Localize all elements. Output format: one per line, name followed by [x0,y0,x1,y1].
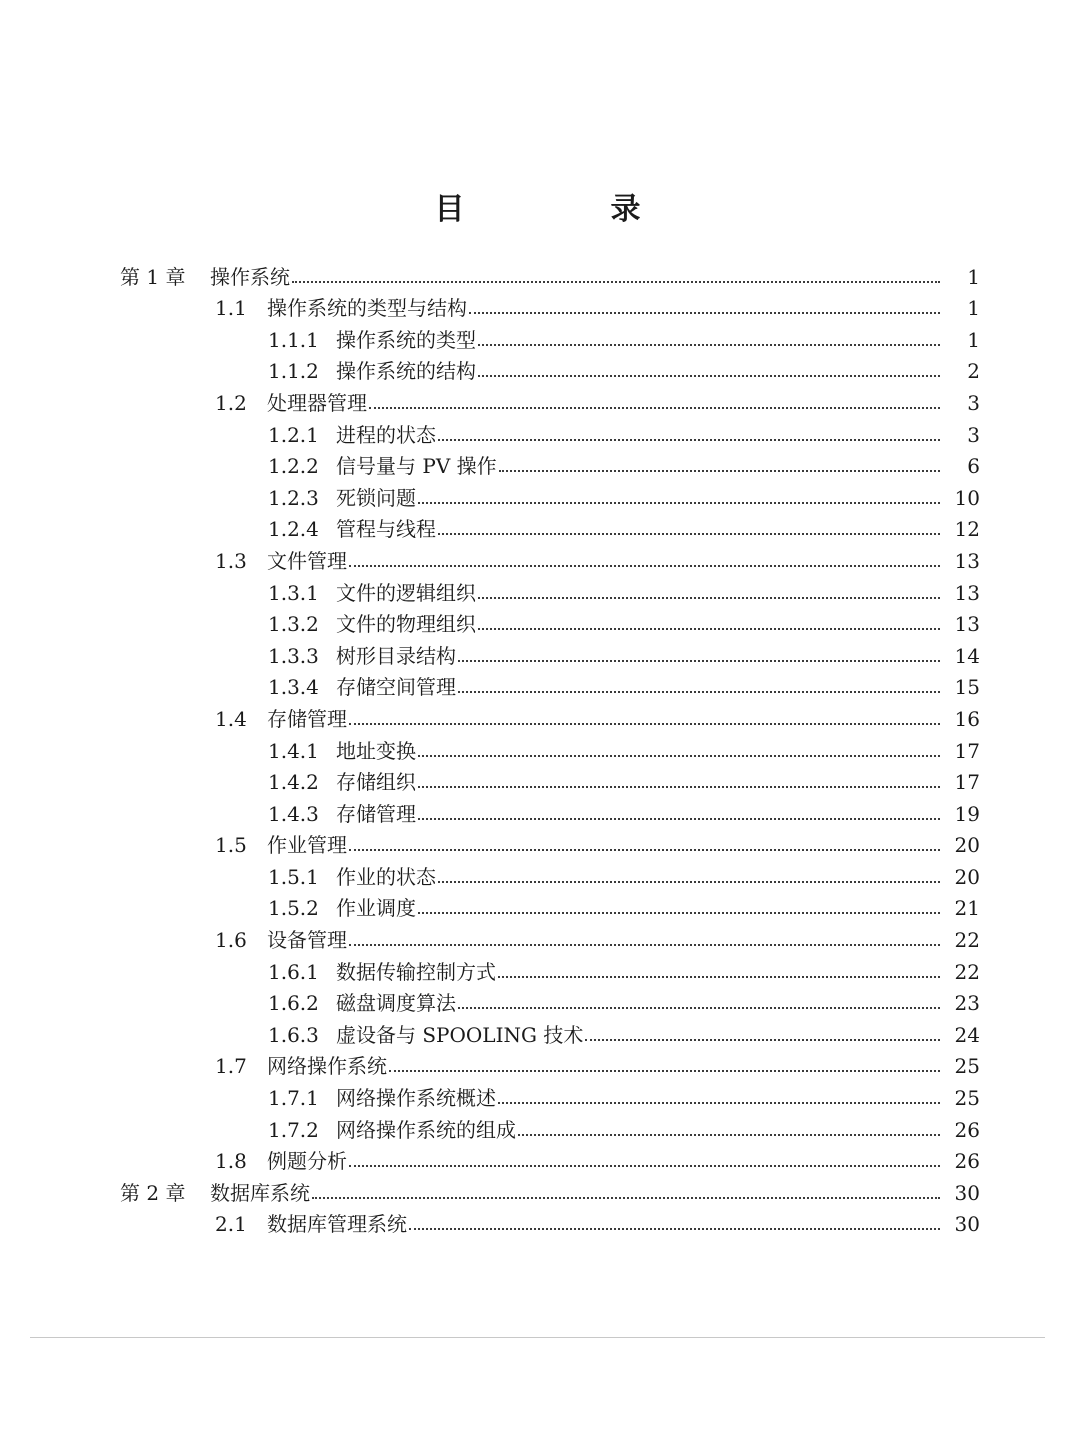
toc-entry-title: 文件管理 [267,548,347,573]
toc-subsection[interactable] [0,734,1075,766]
dot-leader [478,344,940,346]
dot-leader [498,1102,940,1104]
toc-subsection[interactable] [0,987,1075,1019]
toc-entry-page: 13 [954,612,980,637]
toc-entry-number: 1.1.2 [268,359,319,384]
toc-entry-title: 操作系统的类型与结构 [267,296,467,321]
toc-entry-page: 20 [954,833,980,858]
toc-entry-number: 1.4 [215,706,247,731]
toc-subsection[interactable] [0,860,1075,892]
toc-section[interactable] [0,923,1075,955]
dot-leader [292,281,940,283]
toc-entry-page: 23 [954,991,980,1016]
dot-leader [478,628,940,630]
toc-entry-page: 3 [967,390,980,415]
toc-entry-title: 树形目录结构 [336,643,456,668]
toc-entry-number: 1.3.3 [268,643,319,668]
toc-entry-page: 13 [954,580,980,605]
toc-entry-page: 22 [954,928,980,953]
toc-entry-page: 17 [954,770,980,795]
dot-leader [418,502,940,504]
toc-subsection[interactable] [0,1018,1075,1050]
toc-entry-title: 操作系统的类型 [336,327,476,352]
toc-entry-page: 15 [954,675,980,700]
dot-leader [369,407,940,409]
dot-leader [349,565,940,567]
toc-entry-number: 1.5 [215,833,247,858]
toc-entry-page: 16 [954,706,980,731]
dot-leader [458,1007,940,1009]
dot-leader [349,1165,940,1167]
toc-chapter[interactable] [0,260,1075,292]
toc-entry-page: 10 [954,485,980,510]
toc-subsection[interactable] [0,323,1075,355]
toc-section[interactable] [0,1145,1075,1177]
toc-entry-number: 1.6.2 [268,991,319,1016]
toc-entry-page: 1 [967,327,980,352]
toc-subsection[interactable] [0,450,1075,482]
toc-entry-page: 13 [954,548,980,573]
dot-leader [469,312,940,314]
toc-entry-title: 死锁问题 [336,485,416,510]
toc-entry-title: 操作系统的结构 [336,359,476,384]
dot-leader [349,723,940,725]
dot-leader [518,1134,940,1136]
toc-entry-title: 存储空间管理 [336,675,456,700]
toc-subsection[interactable] [0,481,1075,513]
toc-entry-number: 第 1 章 [120,264,186,289]
toc-entry-title: 磁盘调度算法 [336,991,456,1016]
toc-section[interactable] [0,1050,1075,1082]
toc-subsection[interactable] [0,955,1075,987]
toc-subsection[interactable] [0,1081,1075,1113]
toc-subsection[interactable] [0,418,1075,450]
toc-entry-number: 1.1.1 [268,327,319,352]
dot-leader [409,1228,940,1230]
toc-entry-page: 25 [954,1054,980,1079]
toc-subsection[interactable] [0,576,1075,608]
toc-subsection[interactable] [0,766,1075,798]
toc-entry-number: 1.8 [215,1149,247,1174]
page-edge-line [30,1337,1045,1338]
toc-entry-number: 第 2 章 [120,1180,186,1205]
toc-entry-number: 1.3.1 [268,580,319,605]
toc-entry-number: 1.3.2 [268,612,319,637]
dot-leader [478,375,940,377]
toc-entry-title: 存储组织 [336,770,416,795]
toc-entry-page: 21 [954,896,980,921]
dot-leader [458,660,940,662]
dot-leader [438,439,940,441]
toc-subsection[interactable] [0,797,1075,829]
dot-leader [418,912,940,914]
toc-entry-title: 网络操作系统 [267,1054,387,1079]
dot-leader [585,1039,940,1041]
toc-section[interactable] [0,292,1075,324]
toc-entry-title: 虚设备与 SPOOLING 技术 [336,1022,584,1047]
dot-leader [389,1070,940,1072]
toc-entry-number: 1.7.2 [268,1117,319,1142]
dot-leader [438,881,940,883]
toc-entry-number: 1.3 [215,548,247,573]
toc-entry-page: 14 [954,643,980,668]
toc-section[interactable] [0,829,1075,861]
toc-entry-number: 1.6 [215,928,247,953]
toc-entry-title: 数据传输控制方式 [336,959,496,984]
toc-entry-title: 地址变换 [336,738,416,763]
toc-subsection[interactable] [0,355,1075,387]
toc-subsection[interactable] [0,1113,1075,1145]
toc-entry-number: 1.7 [215,1054,247,1079]
dot-leader [349,849,940,851]
toc-entry-title: 存储管理 [267,706,347,731]
dot-leader [499,470,940,472]
toc-entry-page: 6 [967,454,980,479]
toc-entry-page: 26 [954,1117,980,1142]
toc-entry-title: 网络操作系统概述 [336,1086,496,1111]
toc-entry-number: 1.7.1 [268,1086,319,1111]
dot-leader [498,976,940,978]
toc-subsection[interactable] [0,608,1075,640]
toc-entry-number: 1.1 [215,296,247,321]
toc-entry-number: 1.5.1 [268,864,319,889]
toc-entry-page: 2 [967,359,980,384]
toc-entry-title: 操作系统 [210,264,290,289]
toc-entry-number: 1.5.2 [268,896,319,921]
toc-entry-number: 1.6.1 [268,959,319,984]
toc-entry-title: 进程的状态 [336,422,436,447]
toc-entry-number: 1.4.3 [268,801,319,826]
table-of-contents [0,260,1075,1239]
page-title: 目 录 [434,192,699,227]
toc-entry-page: 30 [954,1212,980,1237]
toc-entry-title: 数据库系统 [210,1180,310,1205]
toc-entry-number: 1.4.1 [268,738,319,763]
dot-leader [418,818,940,820]
dot-leader [458,691,940,693]
toc-entry-page: 19 [954,801,980,826]
toc-entry-page: 12 [954,517,980,542]
toc-chapter[interactable] [0,1176,1075,1208]
toc-entry-title: 设备管理 [267,928,347,953]
toc-entry-title: 管程与线程 [336,517,436,542]
toc-entry-number: 1.2.3 [268,485,319,510]
dot-leader [438,533,940,535]
toc-subsection[interactable] [0,671,1075,703]
toc-entry-number: 1.2.2 [268,454,319,479]
toc-entry-page: 1 [967,296,980,321]
toc-entry-page: 30 [954,1180,980,1205]
dot-leader [418,786,940,788]
dot-leader [478,597,940,599]
toc-entry-title: 文件的物理组织 [336,612,476,637]
toc-entry-page: 25 [954,1086,980,1111]
toc-entry-page: 1 [967,264,980,289]
toc-section[interactable] [0,544,1075,576]
toc-entry-number: 1.3.4 [268,675,319,700]
toc-entry-page: 17 [954,738,980,763]
dot-leader [349,944,940,946]
toc-entry-title: 数据库管理系统 [267,1212,407,1237]
toc-entry-page: 24 [954,1022,980,1047]
toc-subsection[interactable] [0,639,1075,671]
toc-entry-number: 1.2.4 [268,517,319,542]
toc-entry-page: 26 [954,1149,980,1174]
toc-subsection[interactable] [0,892,1075,924]
toc-entry-title: 文件的逻辑组织 [336,580,476,605]
toc-section[interactable] [0,386,1075,418]
toc-entry-number: 1.2.1 [268,422,319,447]
toc-entry-number: 1.2 [215,390,247,415]
toc-section[interactable] [0,1208,1075,1240]
toc-entry-title: 作业调度 [336,896,416,921]
toc-entry-title: 作业管理 [267,833,347,858]
toc-entry-title: 存储管理 [336,801,416,826]
dot-leader [418,755,940,757]
toc-section[interactable] [0,702,1075,734]
dot-leader [312,1197,940,1199]
toc-entry-title: 信号量与 PV 操作 [336,454,497,479]
toc-entry-page: 3 [967,422,980,447]
toc-entry-number: 2.1 [215,1212,247,1237]
toc-entry-page: 20 [954,864,980,889]
toc-entry-page: 22 [954,959,980,984]
toc-entry-title: 例题分析 [267,1149,347,1174]
toc-entry-title: 作业的状态 [336,864,436,889]
toc-subsection[interactable] [0,513,1075,545]
toc-entry-title: 处理器管理 [267,390,367,415]
toc-entry-number: 1.4.2 [268,770,319,795]
toc-entry-number: 1.6.3 [268,1022,319,1047]
toc-entry-title: 网络操作系统的组成 [336,1117,516,1142]
